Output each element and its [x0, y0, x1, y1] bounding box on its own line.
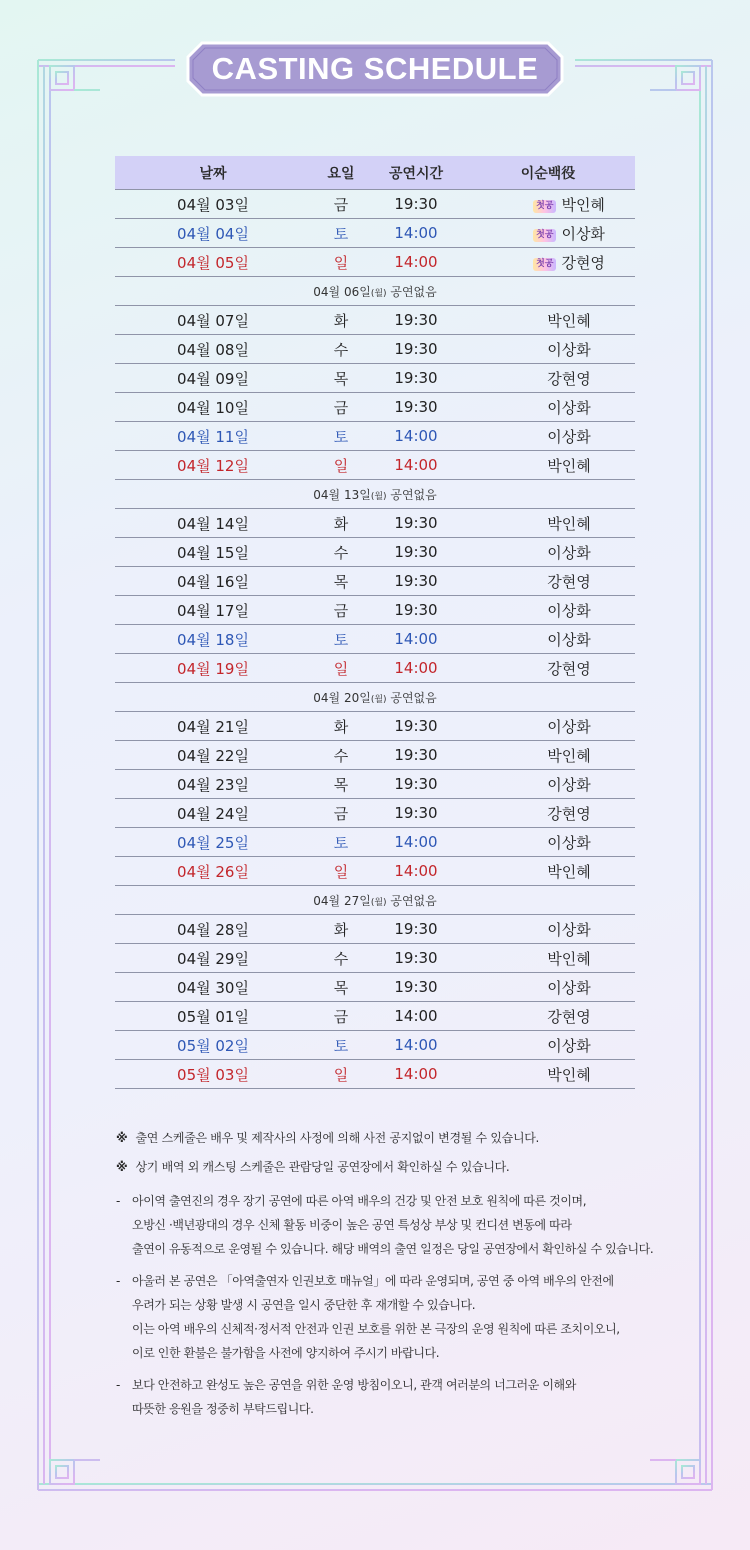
actor-name: 박인혜 — [547, 746, 591, 765]
time-cell: 14:00 — [371, 1002, 461, 1031]
time-cell: 19:30 — [371, 538, 461, 567]
actor-name: 이상화 — [547, 601, 591, 620]
note-line: 아이역 출연진의 경우 장기 공연에 따른 아역 배우의 건강 및 안전 보호 원칙에 따른 것이며, — [132, 1194, 587, 1208]
header-time: 공연시간 — [371, 156, 461, 190]
time-cell: 14:00 — [371, 625, 461, 654]
day-cell: 일 — [311, 1060, 371, 1089]
actor-cell — [461, 625, 635, 654]
time-cell: 14:00 — [371, 1031, 461, 1060]
actor-cell — [461, 509, 635, 538]
date-cell: 04월 04일 — [115, 219, 311, 248]
date-cell: 04월 11일 — [115, 422, 311, 451]
schedule-row — [115, 393, 635, 422]
actor-cell — [461, 944, 635, 973]
actor-cell — [461, 1002, 635, 1031]
day-cell: 일 — [311, 654, 371, 683]
holiday-weekday: (월) — [370, 897, 387, 908]
first-show-badge: 첫공 — [533, 200, 556, 213]
actor-cell — [461, 190, 635, 219]
note-line: 출연이 유동적으로 운영될 수 있습니다. 해당 배역의 출연 일정은 당일 공연장에서 확인하실 수 있습니다. — [132, 1242, 654, 1256]
date-cell: 04월 22일 — [115, 741, 311, 770]
actor-cell — [461, 857, 635, 886]
note-line: 아울러 본 공연은 「아역출연자 인권보호 매뉴얼」에 따라 운영되며, 공연 중 아역 배우의 안전에 — [132, 1274, 614, 1288]
time-cell: 14:00 — [371, 219, 461, 248]
dash-notes — [116, 1189, 686, 1421]
time-cell: 19:30 — [371, 306, 461, 335]
schedule-row — [115, 1060, 635, 1089]
holiday-label: 공연없음 — [390, 487, 437, 502]
day-cell: 토 — [311, 828, 371, 857]
actor-name: 박인혜 — [547, 1065, 591, 1084]
star-note — [116, 1157, 686, 1177]
date-cell: 04월 08일 — [115, 335, 311, 364]
day-cell: 화 — [311, 306, 371, 335]
actor-name: 이상화 — [547, 340, 591, 359]
day-cell: 일 — [311, 857, 371, 886]
time-cell: 14:00 — [371, 654, 461, 683]
table-header-row — [115, 156, 635, 190]
time-cell: 19:30 — [371, 973, 461, 1002]
actor-cell — [461, 828, 635, 857]
day-cell: 금 — [311, 190, 371, 219]
day-cell: 일 — [311, 451, 371, 480]
schedule-row — [115, 770, 635, 799]
actor-cell — [461, 364, 635, 393]
holiday-note — [115, 683, 635, 712]
time-cell: 14:00 — [371, 828, 461, 857]
actor-cell — [461, 306, 635, 335]
schedule-row — [115, 944, 635, 973]
date-cell: 05월 03일 — [115, 1060, 311, 1089]
day-cell: 수 — [311, 538, 371, 567]
day-cell: 토 — [311, 219, 371, 248]
day-cell: 수 — [311, 741, 371, 770]
date-cell: 04월 03일 — [115, 190, 311, 219]
date-cell: 04월 29일 — [115, 944, 311, 973]
dash-mark: - — [116, 1274, 121, 1288]
holiday-label: 공연없음 — [390, 690, 437, 705]
schedule-row — [115, 828, 635, 857]
actor-name: 이상화 — [547, 920, 591, 939]
holiday-label: 공연없음 — [390, 284, 437, 299]
note-line: 따뜻한 응원을 정중히 부탁드립니다. — [132, 1402, 314, 1416]
actor-cell — [461, 451, 635, 480]
date-cell: 04월 26일 — [115, 857, 311, 886]
actor-cell — [461, 915, 635, 944]
time-cell: 19:30 — [371, 364, 461, 393]
day-cell: 화 — [311, 915, 371, 944]
note-text: 출연 스케줄은 배우 및 제작사의 사정에 의해 사전 공지없이 변경될 수 있습니다. — [135, 1131, 540, 1145]
note-line: 이는 아역 배우의 신체적·정서적 안전과 인권 보호를 위한 본 극장의 운영 원칙에 따른 조치이오니, — [132, 1322, 620, 1336]
schedule-row — [115, 335, 635, 364]
schedule-row — [115, 306, 635, 335]
time-cell: 19:30 — [371, 190, 461, 219]
date-cell: 04월 23일 — [115, 770, 311, 799]
actor-cell — [461, 538, 635, 567]
actor-name: 강현영 — [547, 369, 591, 388]
actor-cell — [461, 596, 635, 625]
schedule-row — [115, 538, 635, 567]
holiday-weekday: (월) — [370, 491, 387, 502]
schedule-row — [115, 567, 635, 596]
time-cell: 14:00 — [371, 857, 461, 886]
actor-name: 강현영 — [561, 253, 605, 272]
holiday-note — [115, 480, 635, 509]
date-cell: 04월 19일 — [115, 654, 311, 683]
schedule-row — [115, 596, 635, 625]
time-cell: 19:30 — [371, 799, 461, 828]
holiday-label: 공연없음 — [390, 893, 437, 908]
schedule-row — [115, 1031, 635, 1060]
casting-schedule-table — [115, 156, 635, 1089]
actor-name: 이상화 — [561, 224, 605, 243]
actor-name: 박인혜 — [561, 195, 605, 214]
date-cell: 04월 10일 — [115, 393, 311, 422]
actor-cell — [461, 422, 635, 451]
actor-cell — [461, 248, 635, 277]
day-cell: 토 — [311, 625, 371, 654]
actor-cell — [461, 1060, 635, 1089]
actor-name: 이상화 — [547, 543, 591, 562]
schedule-body — [115, 190, 635, 1089]
note-mark: ※ — [116, 1131, 128, 1145]
time-cell: 19:30 — [371, 509, 461, 538]
time-cell: 14:00 — [371, 451, 461, 480]
date-cell: 04월 05일 — [115, 248, 311, 277]
actor-name: 박인혜 — [547, 949, 591, 968]
holiday-weekday: (월) — [370, 288, 387, 299]
title-badge — [186, 41, 564, 97]
day-cell: 목 — [311, 364, 371, 393]
note-line: 보다 안전하고 완성도 높은 공연을 위한 운영 방침이오니, 관객 여러분의 너그러운 이해와 — [132, 1378, 576, 1392]
day-cell: 목 — [311, 770, 371, 799]
note-text: 상기 배역 외 캐스팅 스케줄은 관람당일 공연장에서 확인하실 수 있습니다. — [135, 1160, 510, 1174]
actor-cell — [461, 770, 635, 799]
time-cell: 19:30 — [371, 770, 461, 799]
schedule-row — [115, 1002, 635, 1031]
header-day: 요일 — [311, 156, 371, 190]
day-cell: 목 — [311, 567, 371, 596]
note-line: 이로 인한 환불은 불가함을 사전에 양지하여 주시기 바랍니다. — [132, 1346, 440, 1360]
actor-name: 박인혜 — [547, 311, 591, 330]
actor-name: 박인혜 — [547, 862, 591, 881]
note-mark: ※ — [116, 1160, 128, 1174]
actor-cell — [461, 712, 635, 741]
dash-note — [116, 1269, 686, 1365]
header-actor: 이순백役 — [461, 156, 635, 190]
day-cell: 화 — [311, 509, 371, 538]
date-cell: 04월 25일 — [115, 828, 311, 857]
dash-mark: - — [116, 1194, 121, 1208]
schedule-row — [115, 915, 635, 944]
date-cell: 04월 18일 — [115, 625, 311, 654]
holiday-date: 04월 13일 — [313, 487, 371, 502]
date-cell: 04월 12일 — [115, 451, 311, 480]
date-cell: 05월 02일 — [115, 1031, 311, 1060]
actor-name: 강현영 — [547, 659, 591, 678]
holiday-row — [115, 277, 635, 306]
actor-name: 이상화 — [547, 775, 591, 794]
date-cell: 04월 24일 — [115, 799, 311, 828]
actor-name: 박인혜 — [547, 514, 591, 533]
actor-cell — [461, 393, 635, 422]
day-cell: 금 — [311, 393, 371, 422]
holiday-note — [115, 886, 635, 915]
date-cell: 04월 17일 — [115, 596, 311, 625]
time-cell: 19:30 — [371, 393, 461, 422]
schedule-row — [115, 712, 635, 741]
actor-name: 박인혜 — [547, 456, 591, 475]
date-cell: 04월 28일 — [115, 915, 311, 944]
actor-name: 이상화 — [547, 427, 591, 446]
schedule-row — [115, 422, 635, 451]
day-cell: 수 — [311, 335, 371, 364]
schedule-row — [115, 190, 635, 219]
actor-cell — [461, 654, 635, 683]
date-cell: 05월 01일 — [115, 1002, 311, 1031]
actor-name: 이상화 — [547, 833, 591, 852]
time-cell: 19:30 — [371, 567, 461, 596]
time-cell: 19:30 — [371, 944, 461, 973]
date-cell: 04월 16일 — [115, 567, 311, 596]
schedule-row — [115, 741, 635, 770]
date-cell: 04월 14일 — [115, 509, 311, 538]
dash-mark: - — [116, 1378, 121, 1392]
day-cell: 토 — [311, 422, 371, 451]
date-cell: 04월 21일 — [115, 712, 311, 741]
day-cell: 목 — [311, 973, 371, 1002]
holiday-note — [115, 277, 635, 306]
header-date: 날짜 — [115, 156, 311, 190]
date-cell: 04월 07일 — [115, 306, 311, 335]
day-cell: 금 — [311, 596, 371, 625]
first-show-badge: 첫공 — [533, 229, 556, 242]
actor-name: 이상화 — [547, 398, 591, 417]
holiday-date: 04월 20일 — [313, 690, 371, 705]
time-cell: 19:30 — [371, 915, 461, 944]
date-cell: 04월 09일 — [115, 364, 311, 393]
schedule-row — [115, 625, 635, 654]
note-line: 오방신 ·백년광대의 경우 신체 활동 비중이 높은 공연 특성상 부상 및 컨디션 변동에 따라 — [132, 1218, 572, 1232]
day-cell: 일 — [311, 248, 371, 277]
actor-cell — [461, 799, 635, 828]
holiday-row — [115, 480, 635, 509]
page-title: CASTING SCHEDULE — [211, 51, 539, 86]
schedule-row — [115, 973, 635, 1002]
dash-note — [116, 1373, 686, 1421]
actor-cell — [461, 335, 635, 364]
day-cell: 토 — [311, 1031, 371, 1060]
time-cell: 19:30 — [371, 712, 461, 741]
holiday-row — [115, 683, 635, 712]
actor-cell — [461, 219, 635, 248]
notes-section — [116, 1128, 686, 1429]
actor-name: 이상화 — [547, 717, 591, 736]
holiday-date: 04월 27일 — [313, 893, 371, 908]
day-cell: 수 — [311, 944, 371, 973]
actor-cell — [461, 567, 635, 596]
schedule-row — [115, 248, 635, 277]
schedule-row — [115, 451, 635, 480]
date-cell: 04월 15일 — [115, 538, 311, 567]
date-cell: 04월 30일 — [115, 973, 311, 1002]
schedule-row — [115, 219, 635, 248]
actor-cell — [461, 973, 635, 1002]
actor-name: 강현영 — [547, 1007, 591, 1026]
schedule-row — [115, 364, 635, 393]
dash-note — [116, 1189, 686, 1261]
actor-cell — [461, 741, 635, 770]
schedule-row — [115, 654, 635, 683]
holiday-weekday: (월) — [370, 694, 387, 705]
holiday-row — [115, 886, 635, 915]
actor-name: 강현영 — [547, 804, 591, 823]
star-note — [116, 1128, 686, 1148]
time-cell: 14:00 — [371, 1060, 461, 1089]
time-cell: 14:00 — [371, 422, 461, 451]
first-show-badge: 첫공 — [533, 258, 556, 271]
actor-name: 이상화 — [547, 630, 591, 649]
schedule-row — [115, 509, 635, 538]
schedule-row — [115, 799, 635, 828]
day-cell: 금 — [311, 1002, 371, 1031]
schedule-row — [115, 857, 635, 886]
note-line: 우려가 되는 상황 발생 시 공연을 일시 중단한 후 재개할 수 있습니다. — [132, 1298, 476, 1312]
actor-name: 이상화 — [547, 1036, 591, 1055]
time-cell: 14:00 — [371, 248, 461, 277]
time-cell: 19:30 — [371, 335, 461, 364]
actor-name: 강현영 — [547, 572, 591, 591]
time-cell: 19:30 — [371, 596, 461, 625]
actor-cell — [461, 1031, 635, 1060]
day-cell: 화 — [311, 712, 371, 741]
time-cell: 19:30 — [371, 741, 461, 770]
holiday-date: 04월 06일 — [313, 284, 371, 299]
day-cell: 금 — [311, 799, 371, 828]
actor-name: 이상화 — [547, 978, 591, 997]
